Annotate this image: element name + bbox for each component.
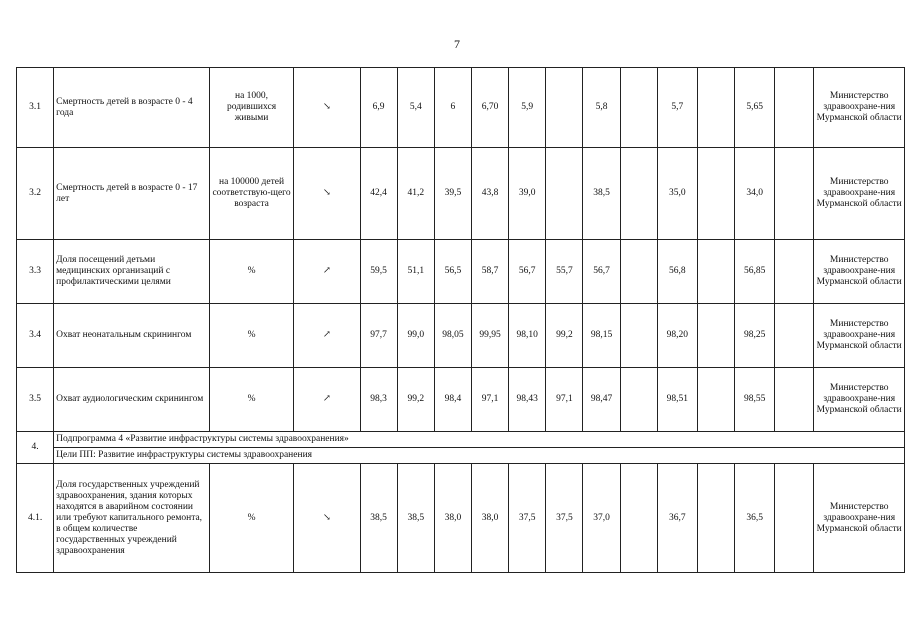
value-cell: 98,47 <box>583 368 620 432</box>
row-id: 3.1 <box>17 68 54 148</box>
indicator-name: Доля государственных учреждений здравоохранения, здания которых находятся в аварийном состоянии или требуют капитального ремонта, в общем количестве государственных учреждений здравоохранения <box>54 464 210 573</box>
trend-arrow-icon: ↘ <box>294 68 360 148</box>
row-id: 3.5 <box>17 368 54 432</box>
value-cell <box>697 68 734 148</box>
value-cell: 37,5 <box>546 464 583 573</box>
value-cell: 98,10 <box>509 304 546 368</box>
value-cell: 98,43 <box>509 368 546 432</box>
value-cell <box>775 68 814 148</box>
value-cell: 34,0 <box>735 148 775 240</box>
value-cell: 43,8 <box>471 148 508 240</box>
table-row <box>17 464 905 573</box>
responsible-executor: Министерство здравоохране-ния Мурманской области <box>814 240 905 304</box>
value-cell <box>775 148 814 240</box>
value-cell: 99,2 <box>546 304 583 368</box>
subprogram-title-row <box>17 432 905 448</box>
value-cell: 56,7 <box>583 240 620 304</box>
value-cell: 58,7 <box>471 240 508 304</box>
value-cell: 39,0 <box>509 148 546 240</box>
value-cell: 56,85 <box>735 240 775 304</box>
table-row <box>17 304 905 368</box>
value-cell <box>775 304 814 368</box>
value-cell: 98,20 <box>657 304 697 368</box>
value-cell <box>620 68 657 148</box>
value-cell: 5,65 <box>735 68 775 148</box>
value-cell: 38,0 <box>471 464 508 573</box>
value-cell: 35,0 <box>657 148 697 240</box>
value-cell <box>775 240 814 304</box>
table-row <box>17 240 905 304</box>
value-cell <box>775 368 814 432</box>
table-row <box>17 148 905 240</box>
responsible-executor: Министерство здравоохране-ния Мурманской области <box>814 304 905 368</box>
value-cell: 38,5 <box>397 464 434 573</box>
indicator-name: Смертность детей в возрасте 0 - 4 года <box>54 68 210 148</box>
indicator-name: Охват неонатальным скринингом <box>54 304 210 368</box>
indicators-table <box>16 67 905 573</box>
value-cell: 42,4 <box>360 148 397 240</box>
subprogram-goals: Цели ПП: Развитие инфраструктуры системы здравоохранения <box>54 448 905 464</box>
row-id: 3.4 <box>17 304 54 368</box>
value-cell: 99,0 <box>397 304 434 368</box>
value-cell: 99,2 <box>397 368 434 432</box>
value-cell: 97,7 <box>360 304 397 368</box>
trend-arrow-icon: ↘ <box>294 464 360 573</box>
value-cell <box>546 68 583 148</box>
row-id: 4. <box>17 432 54 464</box>
responsible-executor: Министерство здравоохране-ния Мурманской области <box>814 68 905 148</box>
subprogram-title: Подпрограмма 4 «Развитие инфраструктуры системы здравоохранения» <box>54 432 905 448</box>
unit: % <box>209 464 293 573</box>
indicator-name: Смертность детей в возрасте 0 - 17 лет <box>54 148 210 240</box>
unit: % <box>209 240 293 304</box>
value-cell: 38,5 <box>583 148 620 240</box>
value-cell: 51,1 <box>397 240 434 304</box>
value-cell <box>620 304 657 368</box>
unit: % <box>209 304 293 368</box>
row-id: 3.2 <box>17 148 54 240</box>
value-cell: 98,3 <box>360 368 397 432</box>
value-cell: 99,95 <box>471 304 508 368</box>
value-cell: 5,4 <box>397 68 434 148</box>
indicator-name: Доля посещений детьми медицинских организаций с профилактическими целями <box>54 240 210 304</box>
table-row <box>17 368 905 432</box>
row-id: 4.1. <box>17 464 54 573</box>
value-cell: 56,5 <box>434 240 471 304</box>
value-cell: 98,51 <box>657 368 697 432</box>
value-cell: 39,5 <box>434 148 471 240</box>
value-cell <box>697 368 734 432</box>
row-id: 3.3 <box>17 240 54 304</box>
trend-arrow-icon: ↘ <box>294 148 360 240</box>
value-cell: 98,25 <box>735 304 775 368</box>
responsible-executor: Министерство здравоохране-ния Мурманской области <box>814 368 905 432</box>
value-cell: 55,7 <box>546 240 583 304</box>
value-cell: 37,0 <box>583 464 620 573</box>
value-cell: 37,5 <box>509 464 546 573</box>
value-cell <box>697 148 734 240</box>
value-cell: 6,9 <box>360 68 397 148</box>
value-cell <box>775 464 814 573</box>
unit: на 100000 детей соответствую-щего возраста <box>209 148 293 240</box>
indicator-name: Охват аудиологическим скринингом <box>54 368 210 432</box>
value-cell: 5,8 <box>583 68 620 148</box>
value-cell: 59,5 <box>360 240 397 304</box>
responsible-executor: Министерство здравоохране-ния Мурманской области <box>814 148 905 240</box>
value-cell <box>620 368 657 432</box>
table-row <box>17 68 905 148</box>
value-cell: 5,7 <box>657 68 697 148</box>
value-cell: 41,2 <box>397 148 434 240</box>
trend-arrow-icon: ↗ <box>294 368 360 432</box>
value-cell: 56,7 <box>509 240 546 304</box>
value-cell <box>620 240 657 304</box>
responsible-executor: Министерство здравоохране-ния Мурманской области <box>814 464 905 573</box>
value-cell: 56,8 <box>657 240 697 304</box>
value-cell: 6 <box>434 68 471 148</box>
value-cell: 36,5 <box>735 464 775 573</box>
value-cell: 38,0 <box>434 464 471 573</box>
page-number: 7 <box>454 37 460 51</box>
value-cell: 97,1 <box>546 368 583 432</box>
value-cell: 98,4 <box>434 368 471 432</box>
trend-arrow-icon: ↗ <box>294 304 360 368</box>
value-cell <box>697 240 734 304</box>
value-cell <box>546 148 583 240</box>
subprogram-goals-row <box>17 448 905 464</box>
value-cell: 38,5 <box>360 464 397 573</box>
value-cell: 98,55 <box>735 368 775 432</box>
unit: % <box>209 368 293 432</box>
value-cell <box>697 304 734 368</box>
value-cell: 6,70 <box>471 68 508 148</box>
value-cell: 36,7 <box>657 464 697 573</box>
value-cell: 97,1 <box>471 368 508 432</box>
value-cell: 98,15 <box>583 304 620 368</box>
value-cell <box>620 148 657 240</box>
unit: на 1000, родившихся живыми <box>209 68 293 148</box>
value-cell <box>620 464 657 573</box>
trend-arrow-icon: ↗ <box>294 240 360 304</box>
value-cell <box>697 464 734 573</box>
value-cell: 5,9 <box>509 68 546 148</box>
value-cell: 98,05 <box>434 304 471 368</box>
